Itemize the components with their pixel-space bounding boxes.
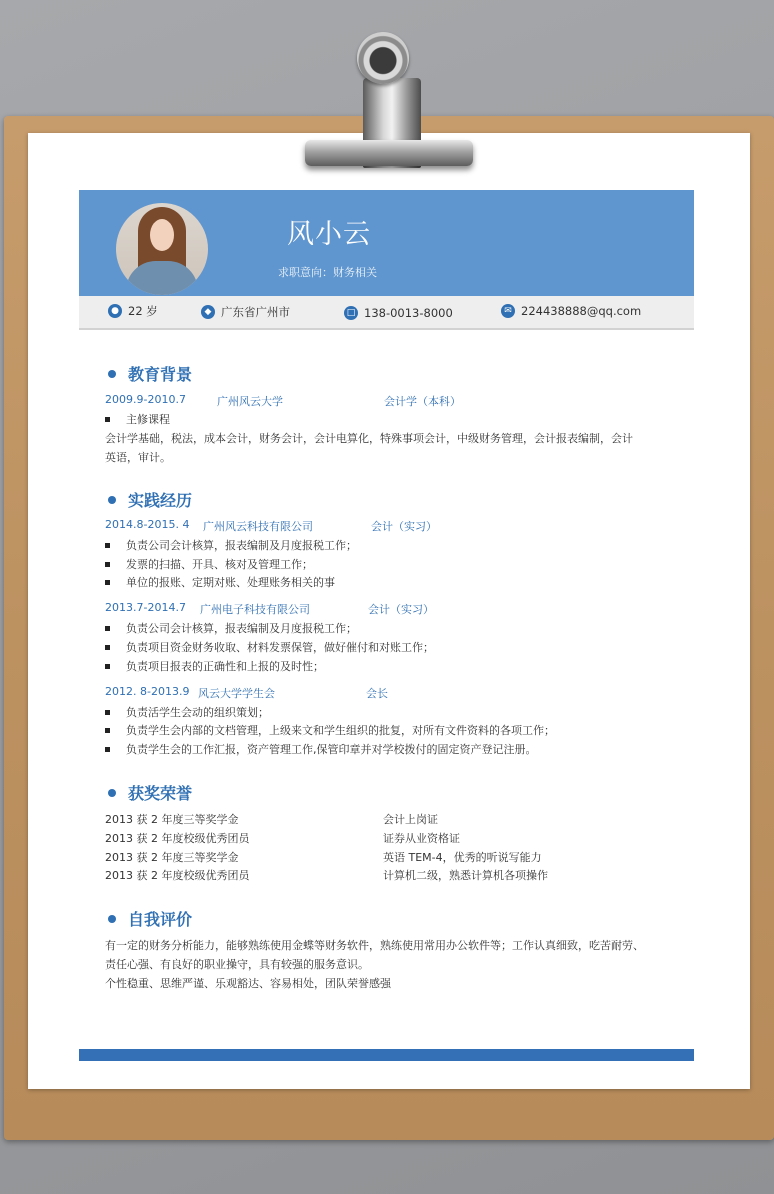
award-item: 2013 获 2 年度校级优秀团员 bbox=[105, 869, 250, 882]
section-title: 教育背景 bbox=[128, 365, 193, 384]
location-icon: ◆ bbox=[201, 305, 215, 319]
job-duty: 负责公司会计核算，报表编制及月度报税工作； bbox=[105, 620, 357, 636]
phone-info bbox=[344, 306, 453, 320]
job-org: 风云大学学生会 bbox=[198, 687, 275, 700]
job-duty: 单位的报账、定期对账、处理账务相关的事 bbox=[105, 574, 335, 590]
section-dot-icon bbox=[108, 496, 116, 504]
job-duty: 负责学生会的工作汇报，资产管理工作,保管印章并对学校拨付的固定资产登记注册。 bbox=[105, 741, 537, 757]
job-duty: 负责活学生会动的组织策划； bbox=[105, 704, 269, 720]
location-value: 广东省广州市 bbox=[221, 305, 290, 319]
job-date: 2014.8-2015. 4 bbox=[105, 518, 190, 531]
certificate-item: 会计上岗证 bbox=[383, 813, 438, 826]
section-title: 自我评价 bbox=[128, 910, 193, 929]
section-awards bbox=[108, 781, 192, 804]
job-role: 会计（实习） bbox=[368, 603, 434, 616]
edu-date: 2009.9-2010.7 bbox=[105, 393, 186, 406]
award-item: 2013 获 2 年度校级优秀团员 bbox=[105, 832, 250, 845]
award-item: 2013 获 2 年度三等奖学金 bbox=[105, 851, 239, 864]
section-dot-icon bbox=[108, 370, 116, 378]
age-value: 22 岁 bbox=[128, 304, 158, 318]
edu-courses-line2: 英语，审计。 bbox=[105, 451, 171, 464]
certificate-item: 计算机二级，熟悉计算机各项操作 bbox=[383, 869, 548, 882]
section-dot-icon bbox=[108, 789, 116, 797]
email-value: 224438888@qq.com bbox=[521, 304, 642, 318]
location-info bbox=[201, 304, 290, 320]
job-org: 广州风云科技有限公司 bbox=[203, 520, 313, 533]
job-duty: 负责学生会内部的文档管理，上级来文和学生组织的批复，对所有文件资料的各项工作； bbox=[105, 722, 555, 738]
clip-ring bbox=[357, 32, 409, 84]
email-info bbox=[501, 304, 641, 318]
job-role: 会长 bbox=[366, 687, 388, 700]
self-eval-line: 个性稳重、思维严谨、乐观豁达、容易相处，团队荣誉感强 bbox=[105, 977, 391, 990]
footer-bar bbox=[79, 1049, 694, 1061]
job-date: 2013.7-2014.7 bbox=[105, 601, 186, 614]
section-title: 实践经历 bbox=[128, 491, 193, 510]
self-eval-line: 有一定的财务分析能力，能够熟练使用金蝶等财务软件，熟练使用常用办公软件等；工作认真细致，吃苦耐劳、 bbox=[105, 939, 644, 952]
edu-major: 会计学（本科） bbox=[384, 395, 461, 408]
job-duty: 负责公司会计核算，报表编制及月度报税工作； bbox=[105, 537, 357, 553]
job-org: 广州电子科技有限公司 bbox=[200, 603, 310, 616]
candidate-name: 风小云 bbox=[287, 219, 371, 250]
award-item: 2013 获 2 年度三等奖学金 bbox=[105, 813, 239, 826]
edu-course-heading: 主修课程 bbox=[105, 411, 170, 427]
section-dot-icon bbox=[108, 915, 116, 923]
self-eval-line: 责任心强、有良好的职业操守，具有较强的服务意识。 bbox=[105, 958, 369, 971]
job-duty: 负责项目资金财务收取、材料发票保管，做好催付和对账工作； bbox=[105, 639, 434, 655]
clip-base bbox=[305, 140, 473, 166]
binder-clip bbox=[295, 28, 480, 178]
avatar bbox=[116, 203, 208, 295]
job-duty: 发票的扫描、开具、核对及管理工作； bbox=[105, 556, 313, 572]
age-info bbox=[108, 303, 158, 319]
edu-school: 广州风云大学 bbox=[217, 395, 283, 408]
section-title: 获奖荣誉 bbox=[128, 784, 193, 803]
edu-courses-line1: 会计学基础，税法，成本会计，财务会计，会计电算化，特殊事项会计，中级财务管理，会计报表编制，会计 bbox=[105, 432, 633, 445]
email-icon: ✉ bbox=[501, 304, 515, 318]
job-role: 会计（实习） bbox=[371, 520, 437, 533]
job-date: 2012. 8-2013.9 bbox=[105, 685, 190, 698]
section-education bbox=[108, 362, 192, 385]
certificate-item: 证券从业资格证 bbox=[383, 832, 460, 845]
section-self-evaluation bbox=[108, 907, 192, 930]
section-experience bbox=[108, 488, 192, 511]
certificate-item: 英语 TEM-4，优秀的听说写能力 bbox=[383, 851, 542, 864]
phone-value: 138-0013-8000 bbox=[364, 306, 453, 320]
job-duty: 负责项目报表的正确性和上报的及时性； bbox=[105, 658, 324, 674]
person-icon: ● bbox=[108, 304, 122, 318]
phone-icon: □ bbox=[344, 306, 358, 320]
job-objective: 求职意向：财务相关 bbox=[278, 266, 377, 279]
